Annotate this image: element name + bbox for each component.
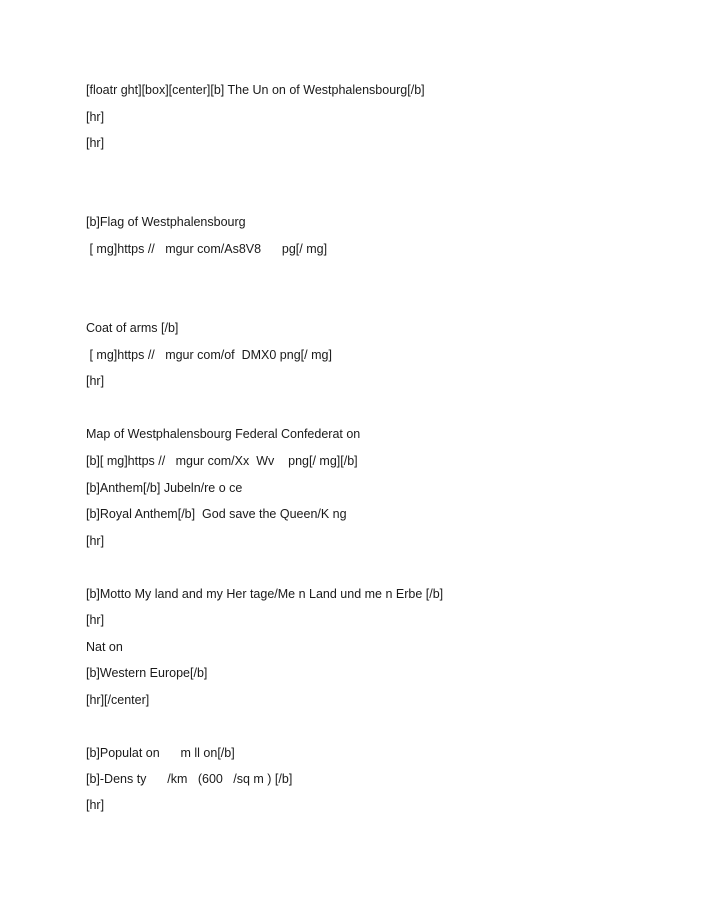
hr-center-close-line: [hr][/center] [86, 693, 150, 707]
hr-line: [hr] [86, 534, 105, 548]
motto-line: [b]Motto My land and my Her tage/Me n Land und me n Erbe [/b] [86, 587, 444, 601]
flag-image-tag: [ mg]https // mgur com/As8V8 pg[/ mg] [86, 242, 328, 256]
anthem-line: [b]Anthem[/b] Jubeln/re o ce [86, 481, 243, 495]
hr-line: [hr] [86, 613, 105, 627]
map-image-tag: [b][ mg]https // mgur com/Xx Wv png[/ mg][/b] [86, 454, 358, 468]
royal-anthem-line: [b]Royal Anthem[/b] God save the Queen/K ng [86, 507, 347, 521]
population-line: [b]Populat on m ll on[/b] [86, 746, 235, 760]
nation-label: Nat on [86, 640, 123, 654]
coat-of-arms-image-tag: [ mg]https // mgur com/of DMX0 png[/ mg] [86, 348, 332, 362]
hr-line: [hr] [86, 798, 105, 812]
hr-line: [hr] [86, 374, 105, 388]
flag-heading: [b]Flag of Westphalensbourg [86, 215, 246, 229]
title-line: [floatr ght][box][center][b] The Un on of Westphalensbourg[/b] [86, 83, 425, 97]
hr-line: [hr] [86, 136, 105, 150]
density-line: [b]-Dens ty /km (600 /sq m ) [/b] [86, 772, 293, 786]
region-line: [b]Western Europe[/b] [86, 666, 208, 680]
map-heading: Map of Westphalensbourg Federal Confederat on [86, 427, 361, 441]
coat-of-arms-heading: Coat of arms [/b] [86, 321, 179, 335]
hr-line: [hr] [86, 110, 105, 124]
